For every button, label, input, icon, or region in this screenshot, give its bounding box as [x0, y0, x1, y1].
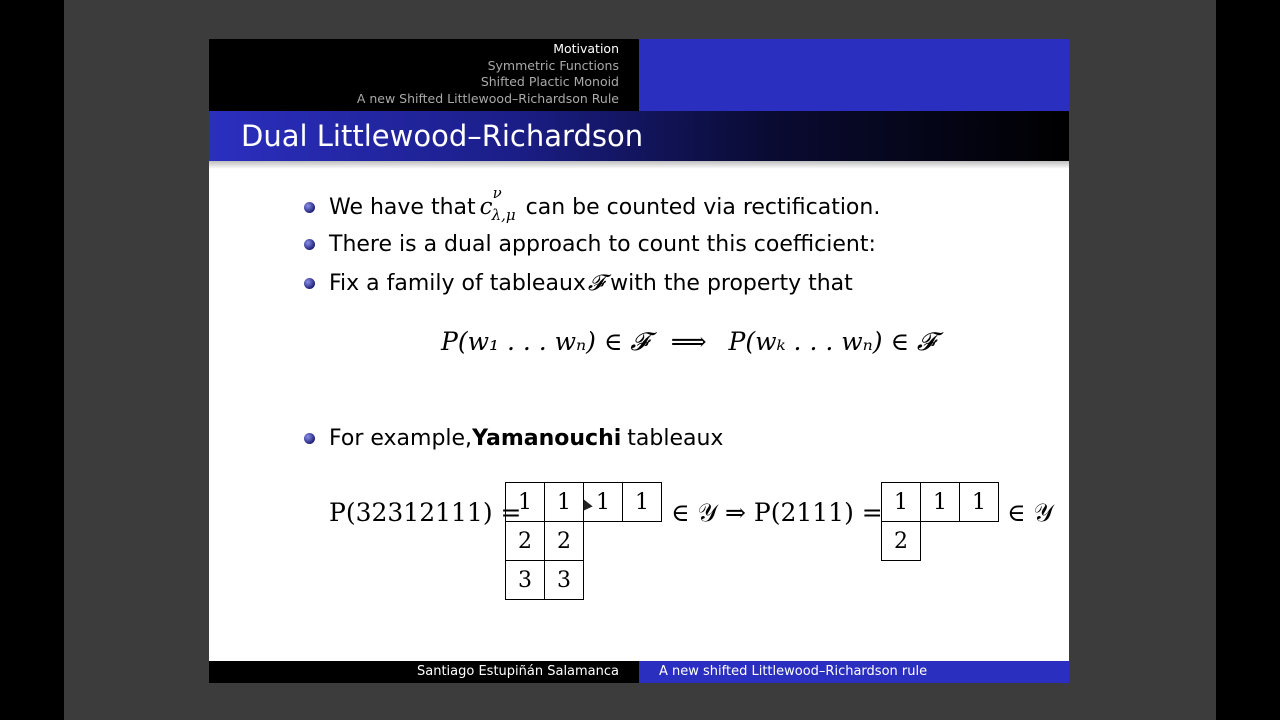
- tableau-cell: 1: [545, 483, 584, 522]
- tableau-cell: 1: [506, 483, 545, 522]
- footer-author: Santiago Estupiñán Salamanca: [416, 664, 619, 679]
- slide: [209, 39, 1069, 683]
- frame-title-bar: [209, 111, 1069, 161]
- tableau-cell: 3: [506, 561, 545, 600]
- tableau-cell: 2: [882, 522, 921, 561]
- bullet-3: [304, 271, 853, 296]
- tableau-cell: 2: [545, 522, 584, 561]
- nav-blue-panel: [639, 39, 1069, 111]
- footer-talk-title: A new shifted Littlewood–Richardson rule: [659, 664, 928, 679]
- bullet-2: [304, 232, 876, 257]
- section-nav: [357, 41, 619, 107]
- tableau-cell: 2: [506, 522, 545, 561]
- example-middle: ∈ 𝒴 ⇒ P(2111) =: [671, 498, 883, 527]
- tableau-cell: 1: [960, 483, 999, 522]
- bullet-2-text: There is a dual approach to count this coefficient:: [329, 232, 876, 257]
- nav-section-panel: [209, 39, 639, 111]
- implication-formula: [441, 327, 935, 357]
- bullet-3-text-post: with the property that: [610, 271, 853, 296]
- example-end: ∈ 𝒴: [1007, 498, 1054, 527]
- bullet-1: [304, 184, 881, 224]
- tableau-cell: 1: [921, 483, 960, 522]
- nav-item-new-shifted-lr-rule[interactable]: A new Shifted Littlewood–Richardson Rule: [356, 90, 619, 106]
- nav-item-symmetric-functions[interactable]: Symmetric Functions: [487, 57, 619, 73]
- bullet-ball-icon: [304, 278, 315, 289]
- bullet-1-text-pre: We have that: [329, 194, 476, 220]
- footer-author-panel: [209, 661, 639, 683]
- family-symbol: 𝓕: [587, 271, 605, 296]
- bullet-4-text-pre: For example,: [329, 426, 473, 451]
- young-tableau-right: [881, 482, 999, 561]
- bullet-3-text-pre: Fix a family of tableaux: [329, 271, 586, 296]
- bullet-1-text-post: can be counted via rectification.: [525, 194, 881, 220]
- bullet-4-text-post: tableaux: [627, 426, 724, 451]
- implication-lhs: P(w₁ . . . wₙ) ∈ 𝓕: [441, 327, 649, 356]
- tableau-cell: 1: [882, 483, 921, 522]
- implies-arrow: ⟹: [670, 327, 707, 356]
- bullet-4-bold: Yamanouchi: [472, 426, 622, 451]
- tableau-cell: 1: [584, 483, 623, 522]
- nav-item-motivation[interactable]: Motivation: [553, 41, 619, 56]
- bullet-4: [304, 426, 723, 451]
- example-left-label: P(32312111) =: [329, 498, 522, 527]
- coefficient-symbol: c ν λ,μ: [479, 184, 516, 224]
- implication-rhs: P(wₖ . . . wₙ) ∈ 𝓕: [728, 327, 936, 356]
- footer-title-panel: [639, 661, 1069, 683]
- bullet-ball-icon: [304, 202, 315, 213]
- tableau-cell: 1: [623, 483, 662, 522]
- screen-right-border: [1216, 0, 1280, 720]
- title-shadow: [209, 161, 1069, 169]
- frame-title: Dual Littlewood–Richardson: [241, 119, 644, 153]
- screen-left-border: [0, 0, 64, 720]
- bullet-ball-icon: [304, 239, 315, 250]
- tableau-cell: 3: [545, 561, 584, 600]
- nav-item-shifted-plactic-monoid[interactable]: Shifted Plactic Monoid: [480, 74, 619, 89]
- bullet-ball-icon: [304, 433, 315, 444]
